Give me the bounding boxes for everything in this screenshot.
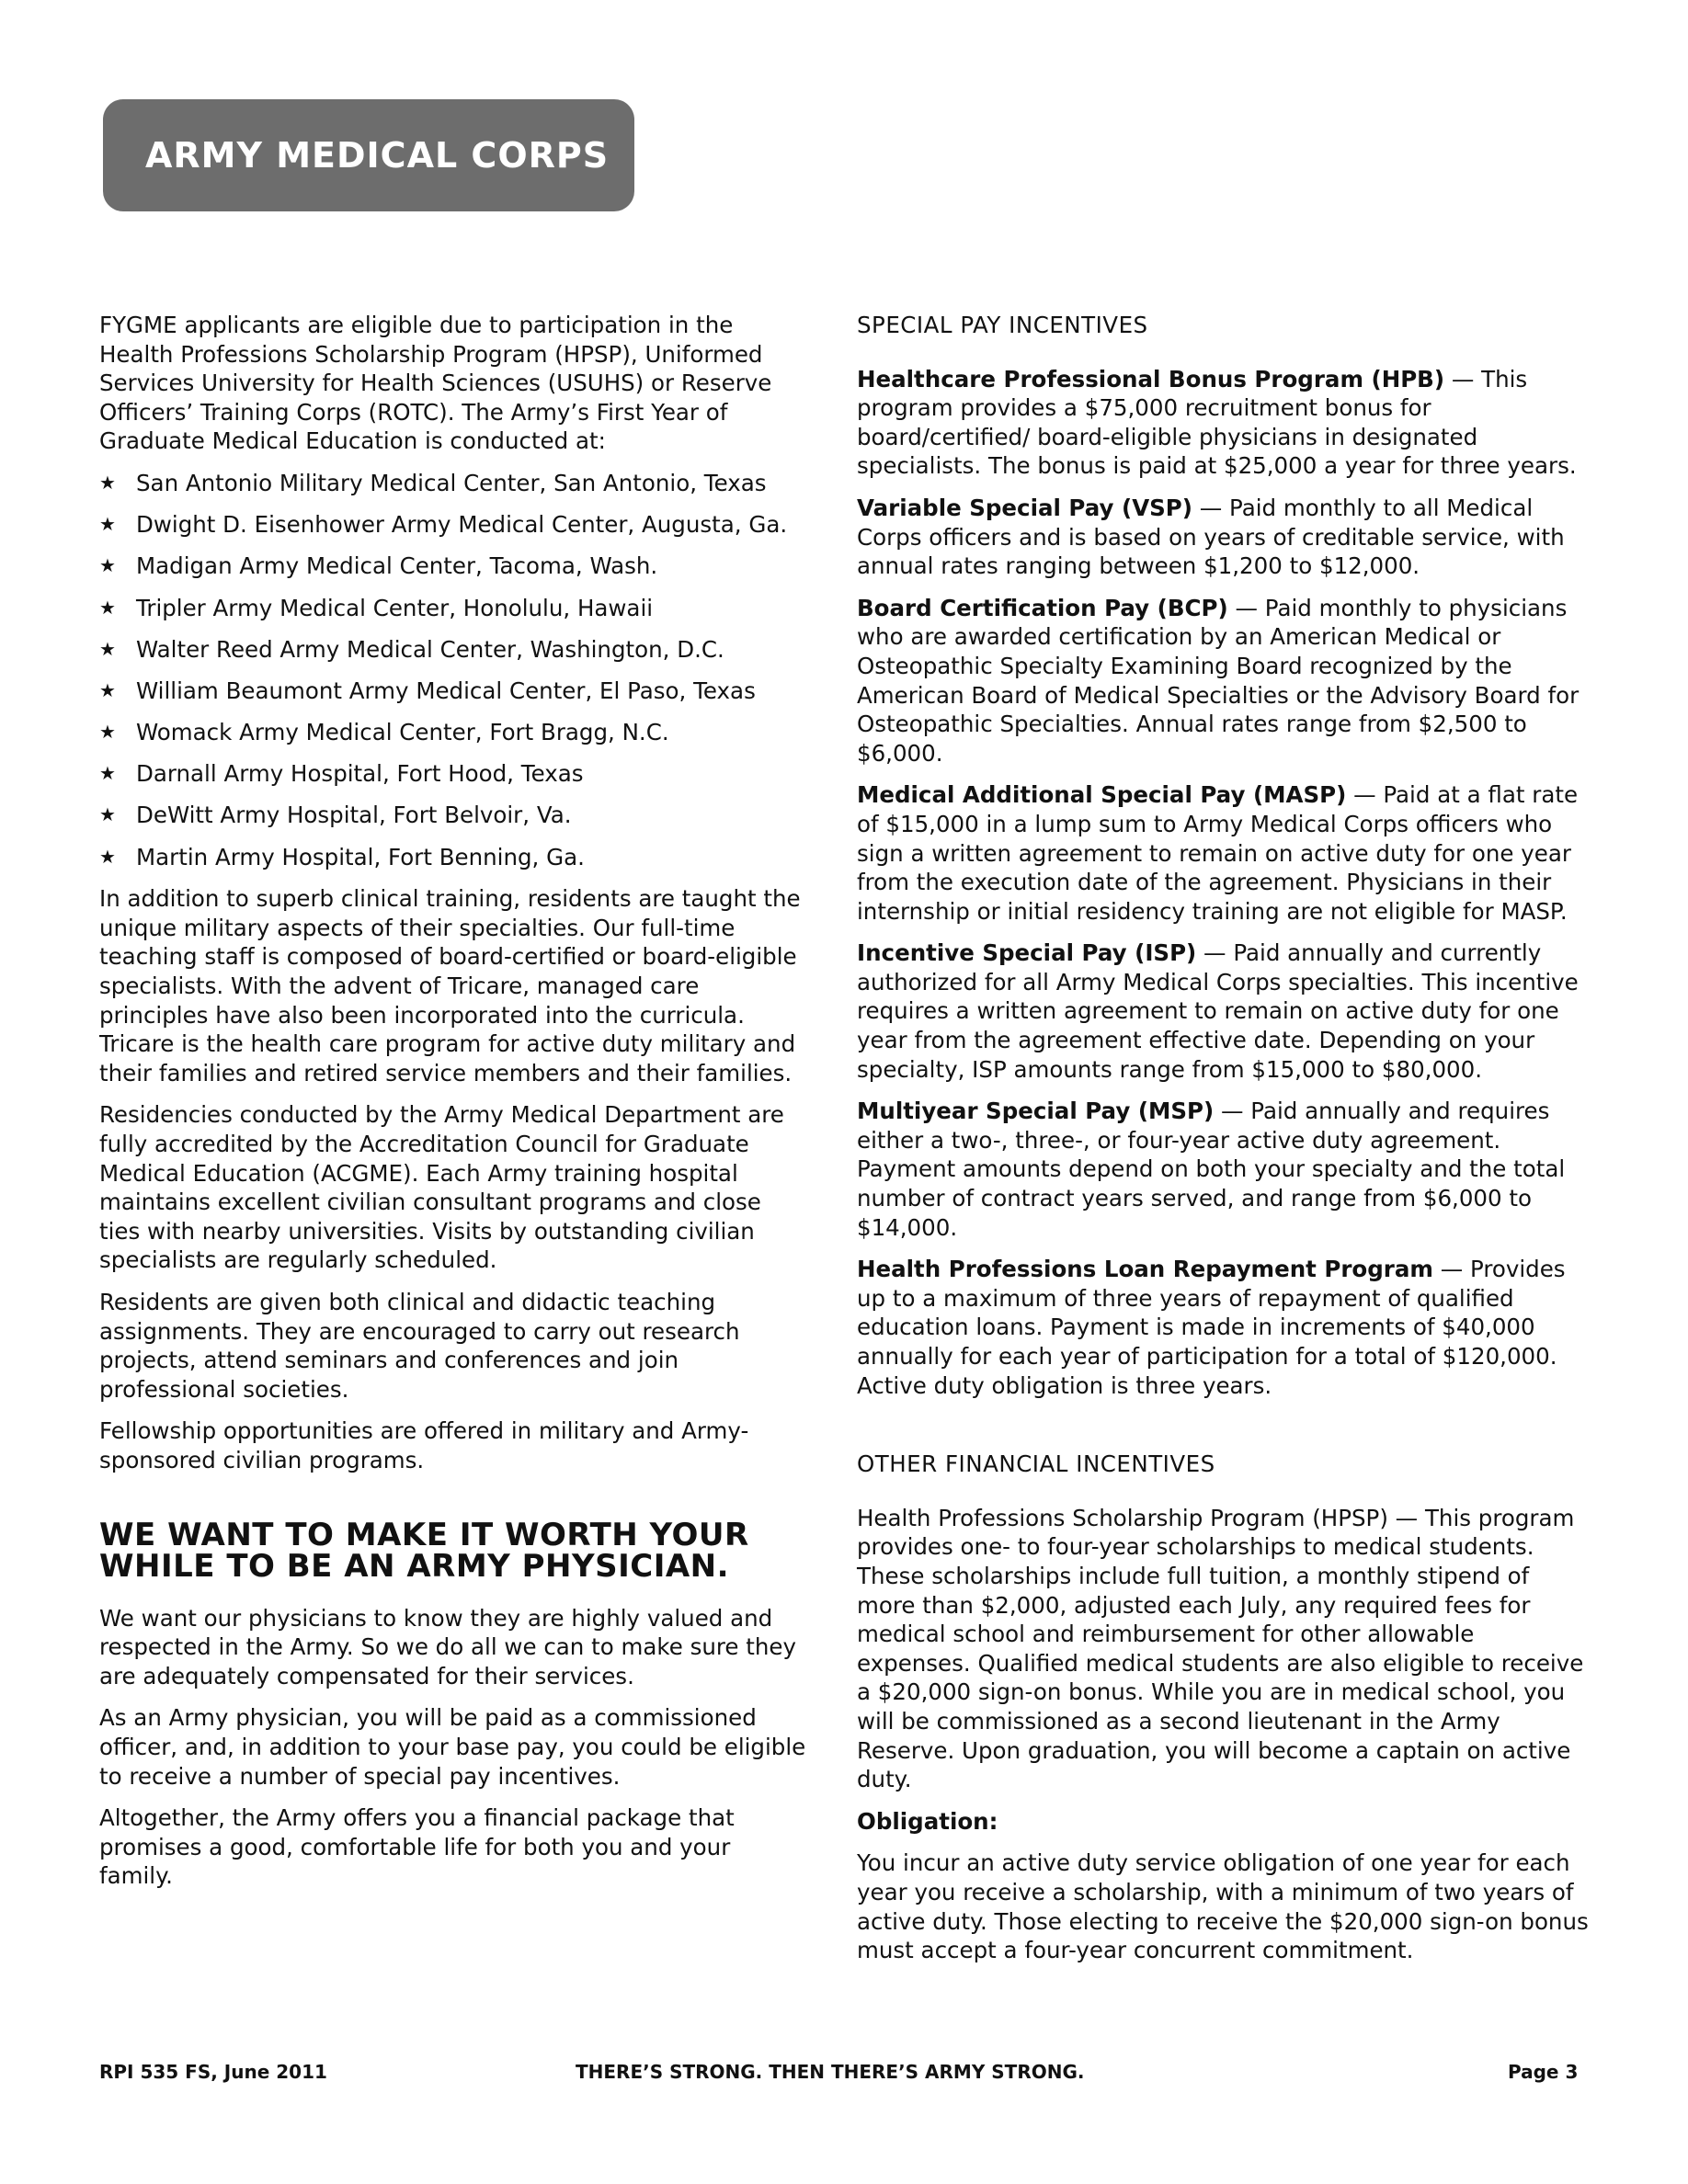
incentive-name: Healthcare Professional Bonus Program (HPB): [857, 365, 1445, 392]
incentive-text: — Paid monthly to physicians who are awarded certification by an American Medical or Osteopathic Specialty Examining Board recognized by the American Board of Medical Specialties or the Advisory Board for Osteopathic Specialties. Annual rates range from $2,500 to $6,000.: [857, 594, 1580, 767]
star-icon: ★: [99, 637, 116, 660]
star-icon: ★: [99, 471, 116, 494]
star-icon: ★: [99, 721, 116, 744]
location-text: Madigan Army Medical Center, Tacoma, Wash.: [136, 552, 658, 580]
location-text: Darnall Army Hospital, Fort Hood, Texas: [136, 760, 584, 788]
list-item: [99, 635, 807, 665]
incentive-loan-repayment: [857, 1255, 1592, 1400]
incentive-name: Board Certification Pay (BCP): [857, 594, 1228, 621]
value-paragraph: We want our physicians to know they are highly valued and respected in the Army. So we do all we can to make sure they are adequately compensated for their services.: [99, 1604, 796, 1689]
location-text: Walter Reed Army Medical Center, Washington, D.C.: [136, 635, 724, 663]
incentive-text: — This program provides a $75,000 recruitment bonus for board/certified/ board-eligible physicians in designated specialists. The bonus is paid at $25,000 a year for three years.: [857, 365, 1577, 480]
footer-slogan: THERE’S STRONG. THEN THERE’S ARMY STRONG.: [576, 2061, 1085, 2083]
obligation-label: [857, 1807, 1592, 1837]
incentive-name: Medical Additional Special Pay (MASP): [857, 781, 1347, 809]
list-item: [99, 718, 807, 747]
footer-page-number: Page 3: [1508, 2061, 1579, 2083]
incentive-text: — Provides up to a maximum of three years of repayment of qualified education loans. Payment is made in increments of $40,000 annually for each year of participation for a total of $120,000. Active duty obligation is three years.: [857, 1256, 1566, 1399]
residencies-paragraph: Residencies conducted by the Army Medical Department are fully accredited by the Accreditation Council for Graduate Medical Education (ACGME). Each Army training hospital maintains excellent civilian consultant programs and close ties with nearby universities. Visits by outstanding civilian specialists are regularly scheduled.: [99, 1101, 784, 1274]
list-item: [99, 801, 807, 830]
obligation-label-text: Obligation:: [857, 1807, 998, 1835]
obligation-paragraph: You incur an active duty service obligation of one year for each year you receive a scholarship, with a minimum of two years of active duty. Those electing to receive the $20,000 sign-on bonus must accept a four-year concurrent commitment.: [857, 1849, 1589, 1964]
footer-doc-id: RPI 535 FS, June 2011: [99, 2061, 327, 2083]
incentive-masp: [857, 780, 1592, 926]
star-icon: ★: [99, 803, 116, 826]
page-title: ARMY MEDICAL CORPS: [145, 135, 610, 176]
list-item: [99, 552, 807, 581]
star-icon: ★: [99, 678, 116, 701]
location-text: Martin Army Hospital, Fort Benning, Ga.: [136, 843, 585, 870]
list-item: [99, 843, 807, 872]
location-text: Dwight D. Eisenhower Army Medical Center, Augusta, Ga.: [136, 511, 788, 539]
incentive-name: Variable Special Pay (VSP): [857, 494, 1192, 521]
location-text: Tripler Army Medical Center, Honolulu, Hawaii: [136, 594, 654, 621]
pay-paragraph: As an Army physician, you will be paid as a commissioned officer, and, in addition to your base pay, you could be eligible to receive a number of special pay incentives.: [99, 1704, 806, 1790]
fellowship-paragraph: Fellowship opportunities are offered in military and Army-sponsored civilian programs.: [99, 1417, 749, 1473]
incentive-text: — Paid annually and requires either a two-, three-, or four-year active duty agreement. Payment amounts depend on both your specialty and the total number of contract years served, and range from $6,000 to $14,000.: [857, 1098, 1566, 1241]
hpsp-paragraph: Health Professions Scholarship Program (HPSP) — This program provides one- to four-year scholarships to medical students. These scholarships include full tuition, a monthly stipend of more than $2,000, adjusted each July, any required fees for medical school and reimbursement for other allowable expenses. Qualified medical students are also eligible to receive a $20,000 sign-on bonus. While you are in medical school, you will be commissioned as a second lieutenant in the Army Reserve. Upon graduation, you will become a captain on active duty.: [857, 1504, 1584, 1793]
location-text: San Antonio Military Medical Center, San Antonio, Texas: [136, 469, 767, 496]
star-icon: ★: [99, 762, 116, 785]
incentive-name: Multiyear Special Pay (MSP): [857, 1098, 1215, 1125]
incentive-name: Incentive Special Pay (ISP): [857, 939, 1197, 967]
incentive-hpb: [857, 365, 1592, 481]
list-item: [99, 594, 807, 623]
list-item: [99, 469, 807, 498]
location-text: DeWitt Army Hospital, Fort Belvoir, Va.: [136, 802, 572, 829]
star-icon: ★: [99, 513, 116, 536]
residents-paragraph: Residents are given both clinical and didactic teaching assignments. They are encouraged to carry out research projects, attend seminars and conferences and join professional societies.: [99, 1288, 740, 1403]
section-heading: WE WANT TO MAKE IT WORTH YOUR WHILE TO BE AN ARMY PHYSICIAN.: [99, 1516, 749, 1585]
list-item: [99, 759, 807, 789]
special-pay-heading: SPECIAL PAY INCENTIVES: [857, 312, 1148, 338]
package-paragraph: Altogether, the Army offers you a financial package that promises a good, comfortable life for both you and your family.: [99, 1804, 735, 1890]
location-list: [99, 469, 807, 871]
list-item: [99, 510, 807, 540]
star-icon: ★: [99, 845, 116, 868]
intro-paragraph: FYGME applicants are eligible due to participation in the Health Professions Scholarship Program (HPSP), Uniformed Services University for Health Sciences (USUHS) or Reserve Officers’ Training Corps (ROTC). The Army’s First Year of Graduate Medical Education is conducted at:: [99, 312, 772, 455]
incentive-text: — Paid monthly to all Medical Corps officers and is based on years of creditable service, with annual rates ranging between $1,200 to $12,000.: [857, 494, 1565, 580]
incentive-isp: [857, 938, 1592, 1084]
title-banner: [103, 99, 634, 211]
list-item: [99, 677, 807, 706]
incentive-vsp: [857, 494, 1592, 581]
right-column: [857, 311, 1592, 1978]
incentive-bcp: [857, 594, 1592, 768]
incentive-name: Health Professions Loan Repayment Program: [857, 1256, 1433, 1283]
star-icon: ★: [99, 554, 116, 577]
other-incentives-heading: OTHER FINANCIAL INCENTIVES: [857, 1450, 1215, 1478]
left-column: [99, 311, 807, 1904]
star-icon: ★: [99, 596, 116, 619]
incentive-text: — Paid annually and currently authorized for all Army Medical Corps specialties. This incentive requires a written agreement to remain on active duty for one year from the agreement effective date. Depending on your specialty, ISP amounts range from $15,000 to $80,000.: [857, 939, 1579, 1083]
location-text: William Beaumont Army Medical Center, El Paso, Texas: [136, 677, 756, 704]
incentive-msp: [857, 1097, 1592, 1242]
training-paragraph: In addition to superb clinical training, residents are taught the unique military aspects of their specialties. Our full-time teaching staff is composed of board-certified or board-eligible specialists. With the advent of Tricare, managed care principles have also been incorporated into the curricula. Tricare is the health care program for active duty military and their families and retired service members and their families.: [99, 885, 801, 1086]
incentive-text: — Paid at a flat rate of $15,000 in a lump sum to Army Medical Corps officers who sign a written agreement to remain on active duty for one year from the execution date of the agreement. Physicians in their internship or initial residency training are not eligible for MASP.: [857, 781, 1579, 925]
location-text: Womack Army Medical Center, Fort Bragg, N.C.: [136, 719, 669, 746]
